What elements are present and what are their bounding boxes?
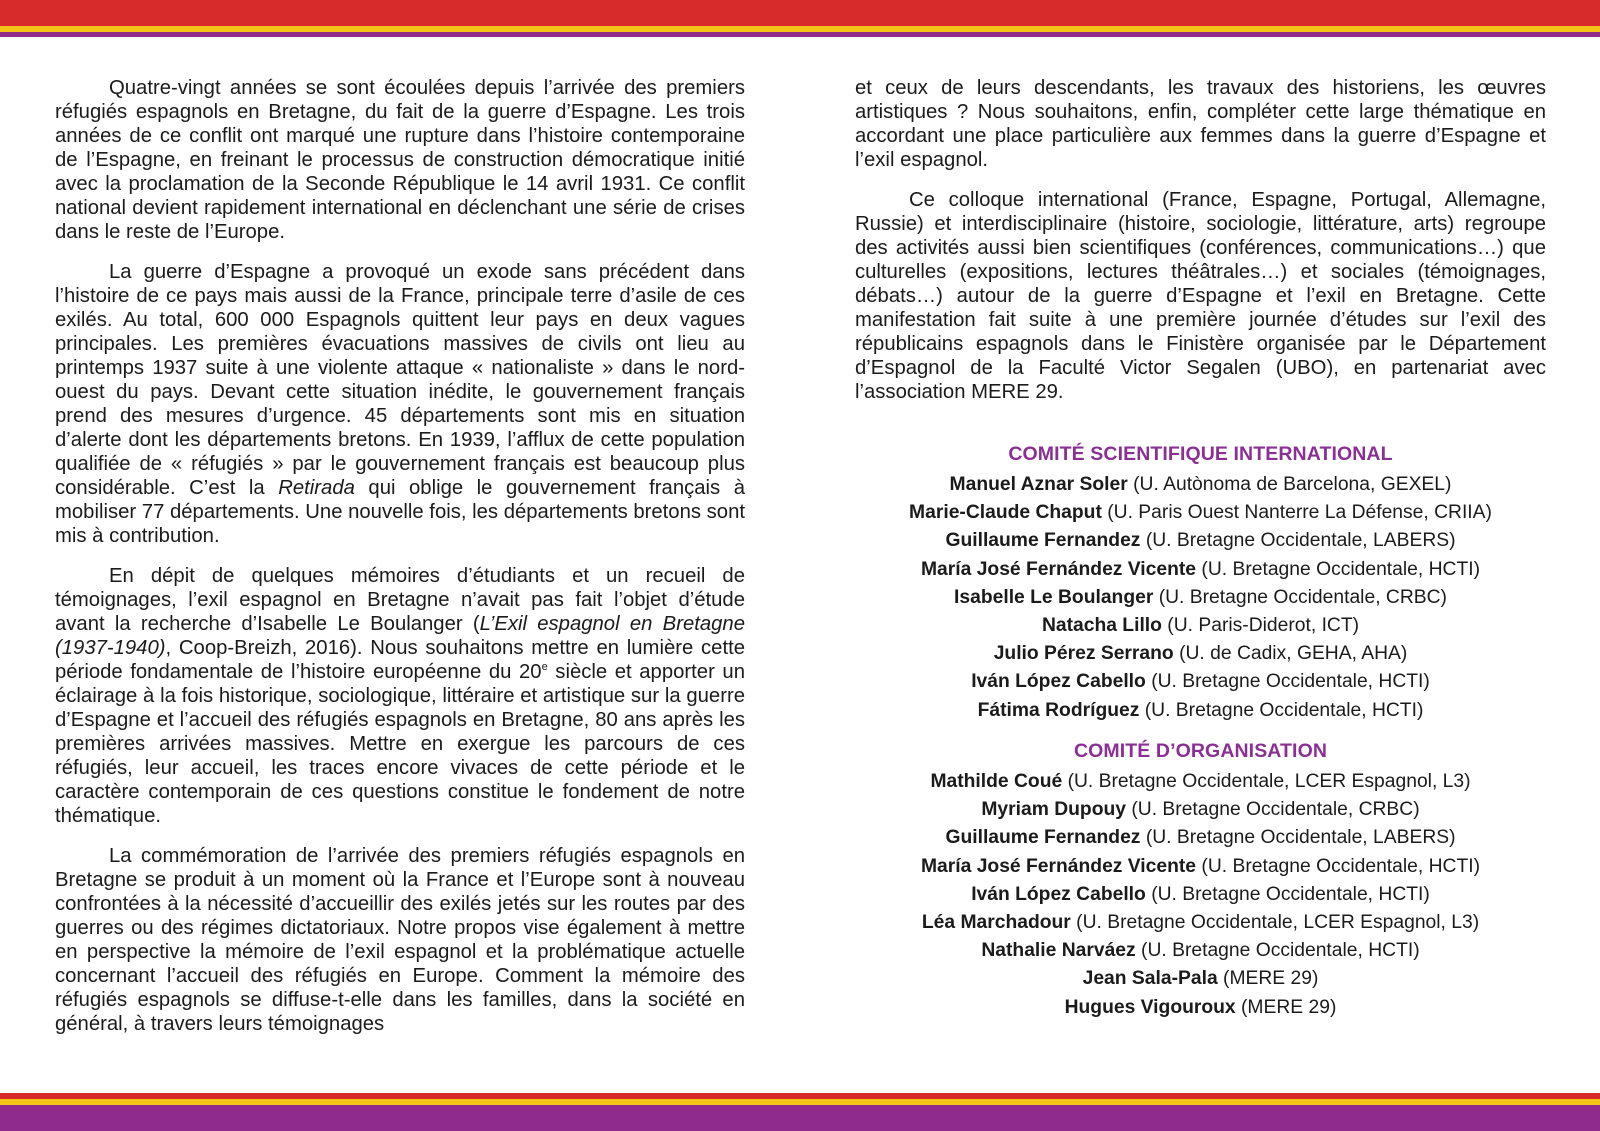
exodus-text-b: qui oblige le gouvernement français à mobiliser 77 départements. Une nouvelle fois, les départements bretons sont mis à contribution. — [55, 477, 745, 547]
right-text-column — [855, 76, 1546, 404]
committee-member — [855, 909, 1546, 937]
member-name: Hugues Vigouroux — [1064, 996, 1236, 1018]
member-affiliation: (U. Bretagne Occidentale, CRBC) — [1131, 799, 1420, 821]
member-name: Iván López Cabello — [971, 883, 1146, 905]
committee-member — [855, 612, 1546, 640]
member-name: Guillaume Fernandez — [945, 827, 1141, 849]
research-text-b: , Coop-Breizh, 2016). Nous souhaitons mettre en lumière cette période fondamentale de l’histoire européenne du 20 — [55, 637, 745, 683]
committee-member — [855, 471, 1546, 499]
member-affiliation: (U. Bretagne Occidentale, LCER Espagnol, L3) — [1076, 912, 1480, 934]
committee-member — [855, 824, 1546, 852]
committee-member — [855, 853, 1546, 881]
organizing-committee — [855, 739, 1546, 1022]
member-name: Myriam Dupouy — [981, 799, 1126, 821]
member-affiliation: (U. Bretagne Occidentale, HCTI) — [1141, 940, 1420, 962]
top-band-purple — [0, 32, 1600, 37]
member-affiliation: (U. Bretagne Occidentale, HCTI) — [1201, 558, 1481, 580]
top-band-red — [0, 0, 1600, 26]
organizing-committee-list — [855, 768, 1546, 1022]
member-affiliation: (U. Bretagne Occidentale, HCTI) — [1144, 699, 1424, 721]
organizing-committee-title: COMITÉ D’ORGANISATION — [1073, 740, 1328, 762]
member-name: Isabelle Le Boulanger — [954, 586, 1154, 608]
member-name: Guillaume Fernandez — [945, 530, 1141, 552]
research-paragraph — [55, 564, 745, 828]
member-affiliation: (U. Bretagne Occidentale, LABERS) — [1145, 827, 1456, 849]
member-affiliation: (U. Bretagne Occidentale, LABERS) — [1145, 530, 1456, 552]
research-text-a: En dépit de quelques mémoires d’étudiants et un recueil de témoignages, l’exil espagnol en Bretagne n’avait pas fait l’objet d’étude avant la recherche d’Isabelle Le Boulanger ( — [55, 565, 745, 635]
committee-member — [855, 668, 1546, 696]
member-affiliation: (U. Autònoma de Barcelona, GEXEL) — [1133, 474, 1452, 495]
committee-member — [855, 499, 1546, 527]
member-name: Iván López Cabello — [971, 671, 1146, 693]
member-name: Mathilde Coué — [930, 771, 1063, 792]
member-affiliation: (U. Bretagne Occidentale, LCER Espagnol, L3) — [1067, 771, 1471, 792]
committee-member — [855, 768, 1546, 796]
research-text-c: siècle et apporter un éclairage à la fois historique, sociologique, littéraire et artistique sur la guerre d’Espagne et l’accueil des réfugiés espagnols en Bretagne, 80 ans après les premières arrivées massives. Mettre en exergue les parcours de ces réfugiés, leur accueil, les traces encore vivaces de cette période et le caractère contemporain de ces questions constitue le fondement de notre thématique. — [55, 661, 745, 827]
committee-member — [855, 965, 1546, 993]
committee-member — [855, 796, 1546, 824]
colloquium-paragraph: Ce colloque international (France, Espagne, Portugal, Allemagne, Russie) et interdisciplinaire (histoire, sociologie, littérature, arts) regroupe des activités aussi bien scientifiques (conférences, communications…) que culturelles (expositions, lectures théâtrales…) et sociales (témoignages, débats…) autour de la guerre d’Espagne et l’exil en Bretagne. Cette manifestation fait suite à une première journée d’études sur l’exil des républicains espagnols dans le Finistère organisée par le Département d’Espagnol de la Faculté Victor Segalen (UBO), en partenariat avec l’association MERE 29. — [855, 189, 1546, 403]
committee-member — [855, 994, 1546, 1022]
exodus-paragraph — [55, 260, 745, 548]
retirada-term: Retirada — [278, 477, 355, 499]
member-name: Manuel Aznar Soler — [949, 474, 1128, 495]
member-affiliation: (U. Bretagne Occidentale, HCTI) — [1151, 883, 1430, 905]
committee-member — [855, 527, 1546, 555]
left-text-column — [55, 76, 745, 1036]
century-superscript: e — [541, 661, 548, 674]
scientific-committee-title: COMITÉ SCIENTIFIQUE INTERNATIONAL — [1008, 443, 1393, 465]
member-name: Jean Sala-Pala — [1082, 968, 1218, 990]
member-affiliation: (U. Bretagne Occidentale, HCTI) — [1201, 855, 1481, 877]
member-name: Natacha Lillo — [1041, 615, 1162, 637]
member-affiliation: (MERE 29) — [1223, 968, 1319, 990]
member-name: Julio Pérez Serrano — [993, 643, 1174, 665]
exodus-text-a: La guerre d’Espagne a provoqué un exode sans précédent dans l’histoire de ce pays mais aussi de la France, principale terre d’asile de ces exilés. Au total, 600 000 Espagnols quittent leur pays en deux vagues principales. Les premières évacuations massives de civils ont lieu au printemps 1937 suite à une violente attaque « nationaliste » dans le nord-ouest du pays. Devant cette situation inédite, le gouvernement français prend des mesures d’urgence. 45 départements sont mis en situation d’alerte dont les départements bretons. En 1939, l’afflux de cette population qualifiée de « réfugiés » par le gouvernement français est beaucoup plus considérable. C’est la — [55, 261, 745, 499]
member-name: Fátima Rodríguez — [977, 699, 1140, 721]
commemoration-paragraph-continued: et ceux de leurs descendants, les travaux des historiens, les œuvres artistiques ? Nous souhaitons, enfin, compléter cette large thématique en accordant une place particulière aux femmes dans la guerre d’Espagne et l’exil espagnol. — [855, 77, 1546, 171]
committee-member — [855, 640, 1546, 668]
commemoration-paragraph: La commémoration de l’arrivée des premiers réfugiés espagnols en Bretagne se produit à un moment où la France et l’Europe sont à nouveau confrontées à la nécessité d’accueillir des exilés jetés sur les routes par des guerres ou des régimes dictatoriaux. Notre propos vise également à mettre en perspective la mémoire de l’exil espagnol et la problématique actuelle concernant l’accueil des réfugiés en Europe. Comment la mémoire des réfugiés espagnols se diffuse-t-elle dans les familles, dans la société en général, à travers leurs témoignages — [55, 845, 745, 1035]
committee-member — [855, 556, 1546, 584]
member-name: María José Fernández Vicente — [920, 855, 1197, 877]
member-affiliation: (U. de Cadix, GEHA, AHA) — [1179, 643, 1408, 665]
member-affiliation: (U. Bretagne Occidentale, HCTI) — [1151, 671, 1430, 693]
member-name: Léa Marchadour — [921, 912, 1071, 934]
member-affiliation: (U. Paris Ouest Nanterre La Défense, CRIIA) — [1107, 502, 1492, 524]
member-name: María José Fernández Vicente — [920, 558, 1197, 580]
bottom-band-purple — [0, 1105, 1600, 1131]
member-name: Marie-Claude Chaput — [909, 502, 1102, 524]
committee-member — [855, 697, 1546, 725]
scientific-committee — [855, 442, 1546, 725]
scientific-committee-list — [855, 471, 1546, 725]
book-title: L’Exil espagnol en Bretagne (1937-1940) — [55, 613, 745, 659]
committee-member — [855, 937, 1546, 965]
member-affiliation: (U. Paris-Diderot, ICT) — [1167, 615, 1360, 637]
member-name: Nathalie Narváez — [981, 940, 1136, 962]
intro-paragraph: Quatre-vingt années se sont écoulées depuis l’arrivée des premiers réfugiés espagnols en Bretagne, du fait de la guerre d’Espagne. Les trois années de ce conflit ont marqué une rupture dans l’histoire contemporaine de l’Espagne, en freinant le processus de construction démocratique initié avec la proclamation de la Seconde République le 14 avril 1931. Ce conflit national devient rapidement international en déclenchant une série de crises dans le reste de l’Europe. — [55, 77, 745, 243]
committee-member — [855, 881, 1546, 909]
member-affiliation: (MERE 29) — [1241, 996, 1337, 1018]
member-affiliation: (U. Bretagne Occidentale, CRBC) — [1158, 586, 1447, 608]
committee-member — [855, 584, 1546, 612]
